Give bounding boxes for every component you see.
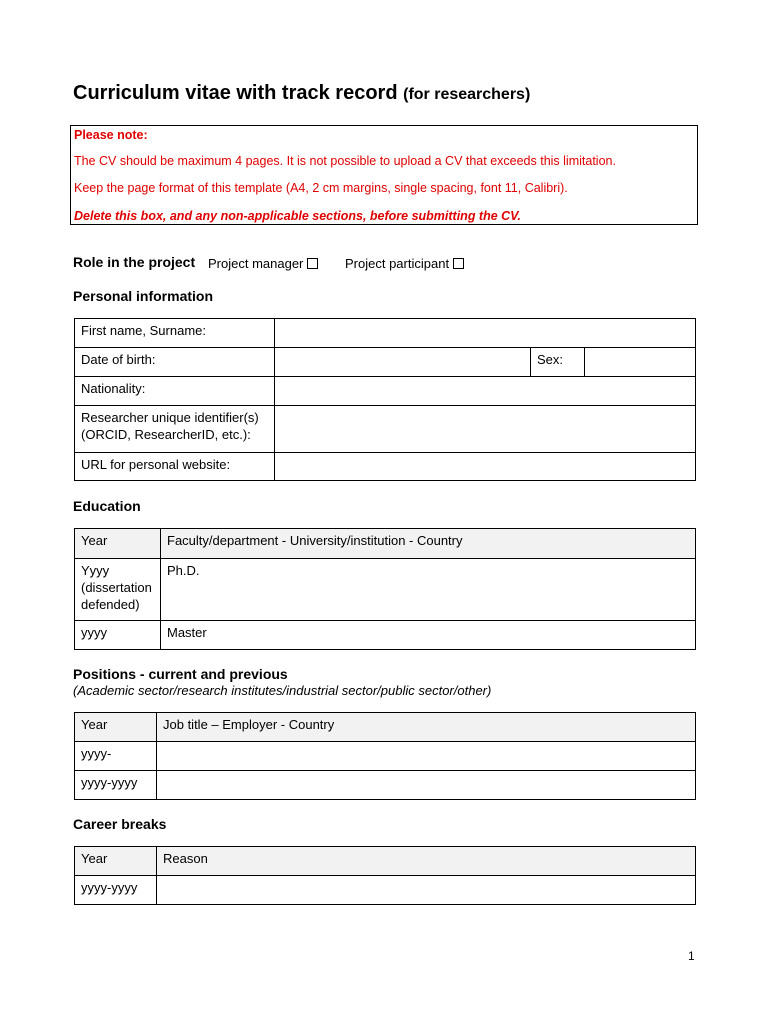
career-breaks-table: [74, 846, 696, 905]
checkbox-project-participant[interactable]: [453, 258, 464, 269]
education-phd-year[interactable]: Yyyy (dissertation defended): [75, 559, 161, 621]
education-master-year[interactable]: yyyy: [75, 621, 161, 650]
education-table: [74, 528, 696, 650]
nationality-field[interactable]: [275, 377, 696, 406]
identifier-label: Researcher unique identifier(s) (ORCID, ResearcherID, etc.):: [75, 406, 275, 453]
document-title: [73, 82, 530, 105]
sex-label: Sex:: [531, 348, 585, 377]
positions-col-year: Year: [75, 713, 157, 742]
note-line-3: Delete this box, and any non-applicable sections, before submitting the CV.: [74, 209, 521, 223]
title-main: Curriculum vitae with track record: [73, 82, 398, 104]
page-number: 1: [688, 949, 695, 963]
positions-col-job: Job title – Employer - Country: [157, 713, 696, 742]
role-heading: Role in the project: [73, 254, 196, 270]
role-option-participant[interactable]: Project participant: [345, 256, 464, 271]
career-breaks-row1-year[interactable]: yyyy-yyyy: [75, 876, 157, 905]
positions-row1-job[interactable]: [157, 742, 696, 771]
career-breaks-col-reason: Reason: [157, 847, 696, 876]
sex-field[interactable]: [585, 348, 696, 377]
url-field[interactable]: [275, 453, 696, 481]
first-name-label: First name, Surname:: [75, 319, 275, 348]
note-line-2: Keep the page format of this template (A4, 2 cm margins, single spacing, font 11, Calibri).: [74, 181, 568, 195]
dob-label: Date of birth:: [75, 348, 275, 377]
positions-row2-job[interactable]: [157, 771, 696, 800]
url-label: URL for personal website:: [75, 453, 275, 481]
positions-heading: Positions - current and previous: [73, 666, 288, 682]
first-name-field[interactable]: [275, 319, 696, 348]
positions-row2-year[interactable]: yyyy-yyyy: [75, 771, 157, 800]
career-breaks-heading: Career breaks: [73, 816, 167, 832]
positions-table: [74, 712, 696, 800]
positions-row1-year[interactable]: yyyy-: [75, 742, 157, 771]
career-breaks-col-year: Year: [75, 847, 157, 876]
education-master-degree[interactable]: Master: [161, 621, 696, 650]
title-subtitle: (for researchers): [403, 86, 531, 103]
role-option-manager[interactable]: Project manager: [208, 256, 318, 271]
note-heading: Please note:: [74, 128, 148, 142]
checkbox-project-manager[interactable]: [307, 258, 318, 269]
note-line-1: The CV should be maximum 4 pages. It is not possible to upload a CV that exceeds this limitation.: [74, 154, 616, 168]
career-breaks-row1-reason[interactable]: [157, 876, 696, 905]
personal-table: [74, 318, 696, 481]
education-col-faculty: Faculty/department - University/institution - Country: [161, 529, 696, 559]
nationality-label: Nationality:: [75, 377, 275, 406]
dob-field[interactable]: [275, 348, 531, 377]
note-box: [70, 125, 698, 225]
education-col-year: Year: [75, 529, 161, 559]
personal-heading: Personal information: [73, 288, 214, 304]
identifier-field[interactable]: [275, 406, 696, 453]
positions-subheading: (Academic sector/research institutes/industrial sector/public sector/other): [73, 683, 492, 698]
education-phd-degree[interactable]: Ph.D.: [161, 559, 696, 621]
education-heading: Education: [73, 498, 141, 514]
